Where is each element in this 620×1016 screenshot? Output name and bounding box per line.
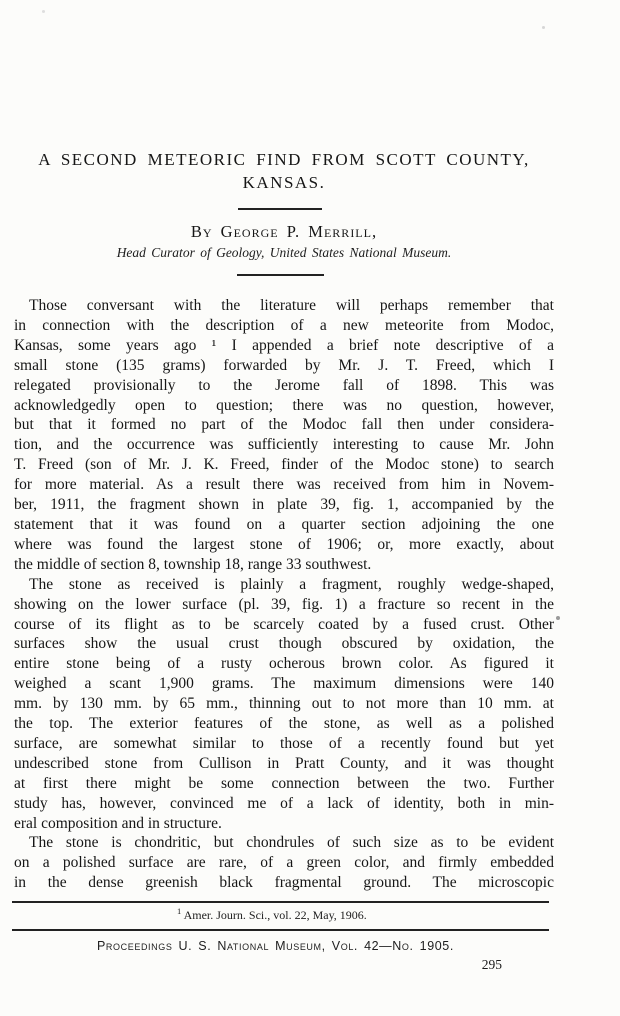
body-line: small stone (135 grams) forwarded by Mr. J. T. Freed, which I xyxy=(14,356,554,374)
body-line: entire stone being of a rusty ocherous brown color. As figured it xyxy=(14,655,554,673)
body-line: in connection with the description of a new meteorite from Modoc, xyxy=(14,316,554,334)
body-line: statement that it was found on a quarter section adjoining the one xyxy=(14,515,554,533)
body-line: but that it formed no part of the Modoc fall then under considera- xyxy=(14,416,554,434)
body-line: the middle of section 8, township 18, range 33 southwest. xyxy=(14,555,372,573)
paragraph xyxy=(14,833,554,893)
scan-speck xyxy=(42,10,45,13)
body-line: for more material. As a result there was received from him in Novem- xyxy=(14,476,554,494)
body-line: in the dense greenish black fragmental ground. The microscopic xyxy=(14,874,554,892)
footnote xyxy=(14,906,554,923)
page-number: 295 xyxy=(481,957,502,972)
divider-rule-top xyxy=(238,208,322,210)
body-line: Those conversant with the literature will perhaps remember that xyxy=(29,297,554,314)
paragraph xyxy=(14,575,554,834)
body-line: showing on the lower surface (pl. 39, fig. 1) a fracture so recent in the xyxy=(14,595,554,613)
body-line: study has, however, convinced me of a lack of identity, both in min- xyxy=(14,794,554,812)
article-body xyxy=(14,296,554,893)
body-line: tion, and the occurrence was sufficiently interesting to cause Mr. John xyxy=(14,436,554,454)
footnote-rule xyxy=(12,901,549,903)
journal-imprint: Proceedings U. S. National Museum, Vol. 42—No. 1905. xyxy=(97,939,454,953)
body-line: T. Freed (son of Mr. J. K. Freed, finder of the Modoc stone) to search xyxy=(14,456,554,474)
body-line: Kansas, some years ago ¹ I appended a brief note descriptive of a xyxy=(14,336,554,354)
body-line: undescribed stone from Cullison in Pratt County, and it was thought xyxy=(14,754,554,772)
body-line: where was found the largest stone of 1906; or, more exactly, about xyxy=(14,535,554,553)
body-line: the top. The exterior features of the stone, as well as a polished xyxy=(14,715,554,733)
body-line: surfaces show the usual crust though obscured by oxidation, the xyxy=(14,635,554,653)
body-line: eral composition and in structure. xyxy=(14,814,222,832)
byline: By George P. Merrill, xyxy=(190,222,378,241)
page-title xyxy=(14,148,554,194)
body-line: acknowledgedly open to question; there was no question, however, xyxy=(14,396,554,414)
scan-speck xyxy=(556,616,560,620)
body-line: at first there might be some connection between the two. Further xyxy=(14,774,554,792)
affiliation: Head Curator of Geology, United States National Museum. xyxy=(116,245,452,260)
body-line: relegated provisionally to the Jerome fall of 1898. This was xyxy=(14,376,554,394)
footer-rule xyxy=(12,929,549,931)
scan-speck xyxy=(542,26,545,29)
body-line: course of its flight as to be scarcely coated by a fused crust. Other xyxy=(14,615,554,633)
page-title-line-2: KANSAS. xyxy=(242,173,326,192)
body-line: The stone as received is plainly a fragment, roughly wedge-shaped, xyxy=(29,575,554,593)
body-line: weighed a scant 1,900 grams. The maximum dimensions were 140 xyxy=(14,675,554,693)
footnote-text: Amer. Journ. Sci., vol. 22, May, 1906. xyxy=(183,908,367,922)
body-line: on a polished surface are rare, of a green color, and firmly embedded xyxy=(14,854,554,872)
body-line: ber, 1911, the fragment shown in plate 39, fig. 1, accompanied by the xyxy=(14,496,554,514)
footnote-marker: 1 xyxy=(177,906,182,916)
paragraph xyxy=(14,296,554,575)
body-line: The stone is chondritic, but chondrules of such size as to be evident xyxy=(29,834,554,852)
page-title-line-1: A SECOND METEORIC FIND FROM SCOTT COUNTY, xyxy=(38,150,530,169)
body-line: surface, are somewhat similar to those of a recently found but yet xyxy=(14,734,554,752)
divider-rule-bottom xyxy=(237,274,324,276)
body-line: mm. by 130 mm. by 65 mm., thinning out to not more than 10 mm. at xyxy=(14,695,554,713)
